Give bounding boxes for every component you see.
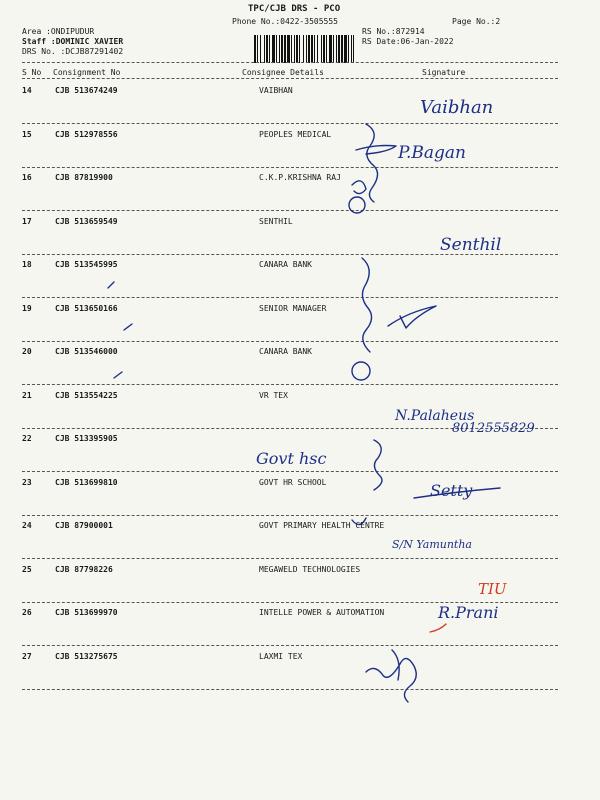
row-consignee: LAXMI TEX — [259, 651, 303, 661]
barcode-bar — [344, 35, 347, 63]
row-sno: 24 — [22, 521, 32, 530]
barcode-bar — [279, 35, 280, 63]
row-consignee: CANARA BANK — [259, 347, 312, 356]
row-consignee: SENTHIL — [259, 216, 293, 226]
barcode-bar — [254, 35, 256, 63]
barcode-bar — [311, 35, 313, 63]
col-header-consignee: Consignee Details — [242, 68, 324, 77]
row-divider — [22, 384, 558, 385]
barcode-bar — [326, 35, 327, 63]
sig-intelle-red: TIU — [478, 580, 507, 598]
row-sno: 25 — [22, 564, 32, 574]
row-consignee: GOVT HR SCHOOL — [259, 477, 327, 487]
barcode-bar — [266, 35, 268, 63]
row-consignee: C.K.P.KRISHNA RAJ — [259, 173, 341, 182]
barcode-bar — [299, 35, 300, 63]
row-consignment-no: CJB 512978556 — [55, 129, 118, 139]
barcode-bar — [303, 35, 304, 63]
header-rule-bottom — [22, 78, 558, 79]
row-consignee: GOVT PRIMARY HEALTH CENTRE — [259, 521, 385, 530]
rs-date: RS Date:06-Jan-2022 — [362, 37, 454, 46]
barcode — [254, 35, 354, 63]
row-consignee: CANARA BANK — [259, 260, 312, 269]
row-divider — [22, 341, 558, 342]
page-number: Page No.:2 — [452, 17, 501, 26]
barcode-bar — [333, 35, 334, 63]
sig-senthil: Senthil — [440, 235, 502, 255]
barcode-bar — [306, 35, 307, 63]
sig-intelle-2: R.Prani — [438, 603, 499, 622]
barcode-bar — [264, 35, 265, 63]
row-consignee: INTELLE POWER & AUTOMATION — [259, 608, 385, 617]
barcode-bar — [281, 35, 283, 63]
barcode-bar — [272, 35, 275, 63]
row-consignee: VR TEX — [259, 390, 288, 400]
row-sno: 16 — [22, 173, 32, 182]
barcode-bar — [308, 35, 310, 63]
row-consignment-no: CJB 513545995 — [55, 260, 118, 269]
sig-govt-hr-2: Setty — [430, 481, 473, 500]
row-divider — [22, 471, 558, 472]
row-sno: 22 — [22, 434, 32, 443]
sig-vaibhan: Vaibhan — [420, 97, 494, 118]
barcode-bar — [260, 35, 261, 63]
barcode-bar — [287, 35, 290, 63]
row-consignment-no: CJB 513275675 — [55, 651, 118, 661]
barcode-bar — [321, 35, 322, 63]
row-divider — [22, 689, 558, 690]
row-consignee: VAIBHAN — [259, 86, 293, 95]
row-sno: 14 — [22, 86, 32, 95]
row-consignment-no: CJB 87900001 — [55, 521, 113, 530]
header-rule-top — [22, 62, 558, 63]
row-consignment-no: CJB 87798226 — [55, 564, 113, 574]
row-consignee: MEGAWELD TECHNOLOGIES — [259, 564, 361, 574]
row-divider — [22, 123, 558, 124]
barcode-bar — [323, 35, 325, 63]
row-divider — [22, 297, 558, 298]
row-consignment-no: CJB 513674249 — [55, 86, 118, 95]
col-header-consignment: Consignment No — [53, 68, 121, 77]
area-field: Area :ONDIPUDUR — [22, 27, 95, 36]
barcode-bar — [284, 35, 286, 63]
row-sno: 20 — [22, 347, 32, 356]
barcode-bar — [341, 35, 343, 63]
barcode-bar — [317, 35, 318, 63]
barcode-bar — [269, 35, 270, 63]
row-consignment-no: CJB 87819900 — [55, 173, 113, 182]
row-divider — [22, 515, 558, 516]
barcode-bar — [314, 35, 315, 63]
barcode-bar — [329, 35, 332, 63]
row-sno: 21 — [22, 390, 32, 400]
doc-title: TPC/CJB DRS - PCO — [248, 4, 341, 14]
row-sno: 19 — [22, 303, 32, 313]
drs-number: DRS No. :DCJB87291402 — [22, 47, 124, 56]
sig-peoples: P.Bagan — [398, 143, 466, 163]
row-consignment-no: CJB 513554225 — [55, 390, 118, 400]
row-sno: 26 — [22, 608, 32, 617]
col-header-sno: S No — [22, 68, 42, 77]
row-divider — [22, 254, 558, 255]
row-sno: 18 — [22, 260, 32, 269]
sig-phc: S/N Yamuntha — [392, 538, 472, 551]
barcode-bar — [296, 35, 298, 63]
row-divider — [22, 167, 558, 168]
row-sno: 15 — [22, 129, 32, 139]
row-consignment-no: CJB 513546000 — [55, 347, 118, 356]
rs-number: RS No.:872914 — [362, 27, 425, 36]
row-consignee: SENIOR MANAGER — [259, 303, 327, 313]
row-consignment-no: CJB 513699970 — [55, 608, 118, 617]
barcode-bar — [257, 35, 258, 63]
sig-govt-hr: Govt hsc — [256, 449, 327, 468]
row-divider — [22, 645, 558, 646]
sig-vrtex-phone: 8012555829 — [452, 421, 535, 436]
barcode-bar — [351, 35, 352, 63]
row-sno: 17 — [22, 216, 32, 226]
col-header-signature: Signature — [422, 68, 466, 77]
row-sno: 27 — [22, 651, 32, 661]
barcode-bar — [294, 35, 295, 63]
row-divider — [22, 602, 558, 603]
row-divider — [22, 210, 558, 211]
barcode-bar — [276, 35, 277, 63]
staff-field: Staff :DOMINIC XAVIER — [22, 37, 124, 46]
row-consignment-no: CJB 513395905 — [55, 434, 118, 443]
row-divider — [22, 558, 558, 559]
phone-number: Phone No.:0422-3505555 — [232, 17, 338, 26]
barcode-bar — [338, 35, 340, 63]
row-sno: 23 — [22, 477, 32, 487]
row-consignment-no: CJB 513699810 — [55, 477, 118, 487]
barcode-bar — [353, 35, 354, 63]
barcode-bar — [348, 35, 349, 63]
row-consignment-no: CJB 513650166 — [55, 303, 118, 313]
row-consignment-no: CJB 513659549 — [55, 216, 118, 226]
barcode-bar — [336, 35, 337, 63]
barcode-bar — [291, 35, 292, 63]
row-divider — [22, 428, 558, 429]
sig-vrtex-name: N.Palaheus — [395, 408, 475, 424]
row-consignee: PEOPLES MEDICAL — [259, 129, 332, 139]
